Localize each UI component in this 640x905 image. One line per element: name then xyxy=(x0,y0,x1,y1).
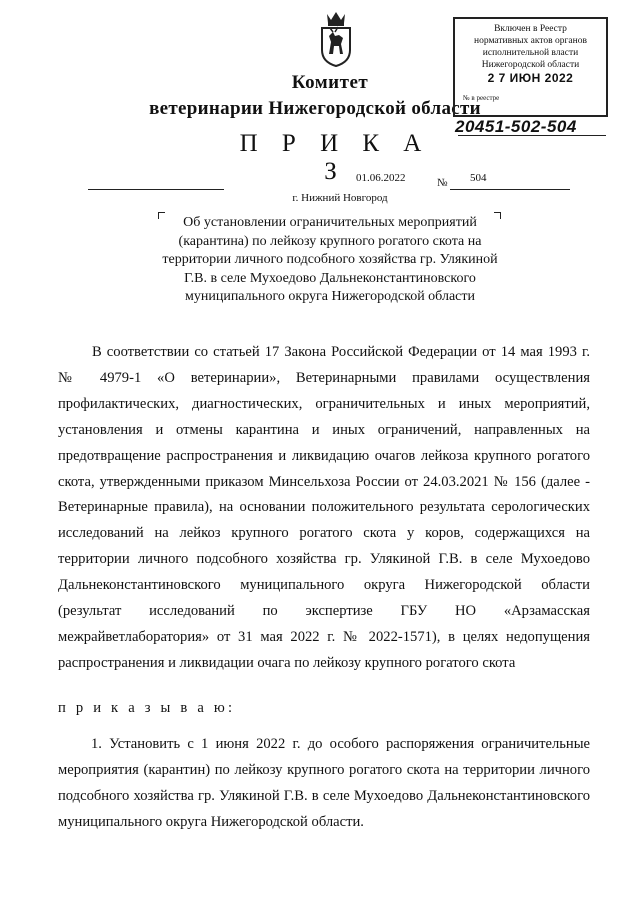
registry-underline xyxy=(458,135,606,136)
stamp-line: нормативных актов органов xyxy=(474,36,587,46)
document-date: 01.06.2022 xyxy=(356,172,406,184)
organization-name-line2: ветеринарии Нижегородской области xyxy=(149,98,481,119)
document-subject: Об установлении ограничительных мероприятий (карантина) по лейкозу крупного рогатого скота на территории личного подсобного хозяйства гр. Улякиной Г.В. в селе Мухоедово Дальнеконстантиновского муниципального округа Нижегородской области xyxy=(162,215,498,304)
stamp-line: Нижегородской области xyxy=(481,60,580,70)
preamble-paragraph: В соответствии со статьей 17 Закона Российской Федерации от 14 мая 1993 г. № 4979-1 «О ветеринарии», Ветеринарными правилами осуществления профилактических, диагностических, ограничительных и иных мероприятий, установления и отмены карантина и иных ограничений, направленных на предотвращение распространения и ликвидацию очагов лейкоза крупного рогатого скота, утвержденными приказом Минсельхоза России от 24.03.2021 № 156 (далее - Ветеринарные правила), на основании положительного результата серологических исследований на лейкоз крупного рогатого скота у коров, содержащихся на территории личного подсобного хозяйства гр. Улякиной Г.В. в селе Мухоедово Дальнеконстантиновского муниципального округа Нижегородской области (результат исследований по экспертизе ГБУ НО «Арзамасская межрайветлаборатория» от 31 мая 2022 г. № 2022-1571), в целях недопущения распространения и ликвидации очага по лейкозу крупного рогатого скота xyxy=(58,344,590,671)
document-title: П Р И К А З xyxy=(239,130,431,185)
date-underline-left xyxy=(88,189,224,190)
document-number: 504 xyxy=(470,172,487,184)
number-sign: № xyxy=(437,177,448,189)
registry-number: 20451-502-504 xyxy=(455,117,577,136)
stamp-line: Включен в Реестр xyxy=(494,24,567,34)
number-underline xyxy=(450,189,570,190)
order-item-1: 1. Установить с 1 июня 2022 г. до особого распоряжения ограничительные мероприятия (карантин) по лейкозу крупного рогатого скота на территории личного подсобного хозяйства гр. Улякиной Г.В. в селе Мухоедово Дальнеконстантиновского муниципального округа Нижегородской области. xyxy=(58,736,590,830)
organization-name-line1: Комитет xyxy=(291,72,369,93)
registry-stamp xyxy=(453,17,608,117)
coat-of-arms-icon xyxy=(316,10,356,68)
stamp-date: 2 7 ИЮН 2022 xyxy=(487,71,574,85)
document-city: г. Нижний Новгород xyxy=(292,192,388,204)
order-word: п р и к а з ы в а ю: xyxy=(58,700,236,716)
stamp-line: исполнительной власти xyxy=(482,48,579,58)
stamp-registry-label: № в реестре xyxy=(463,94,500,102)
